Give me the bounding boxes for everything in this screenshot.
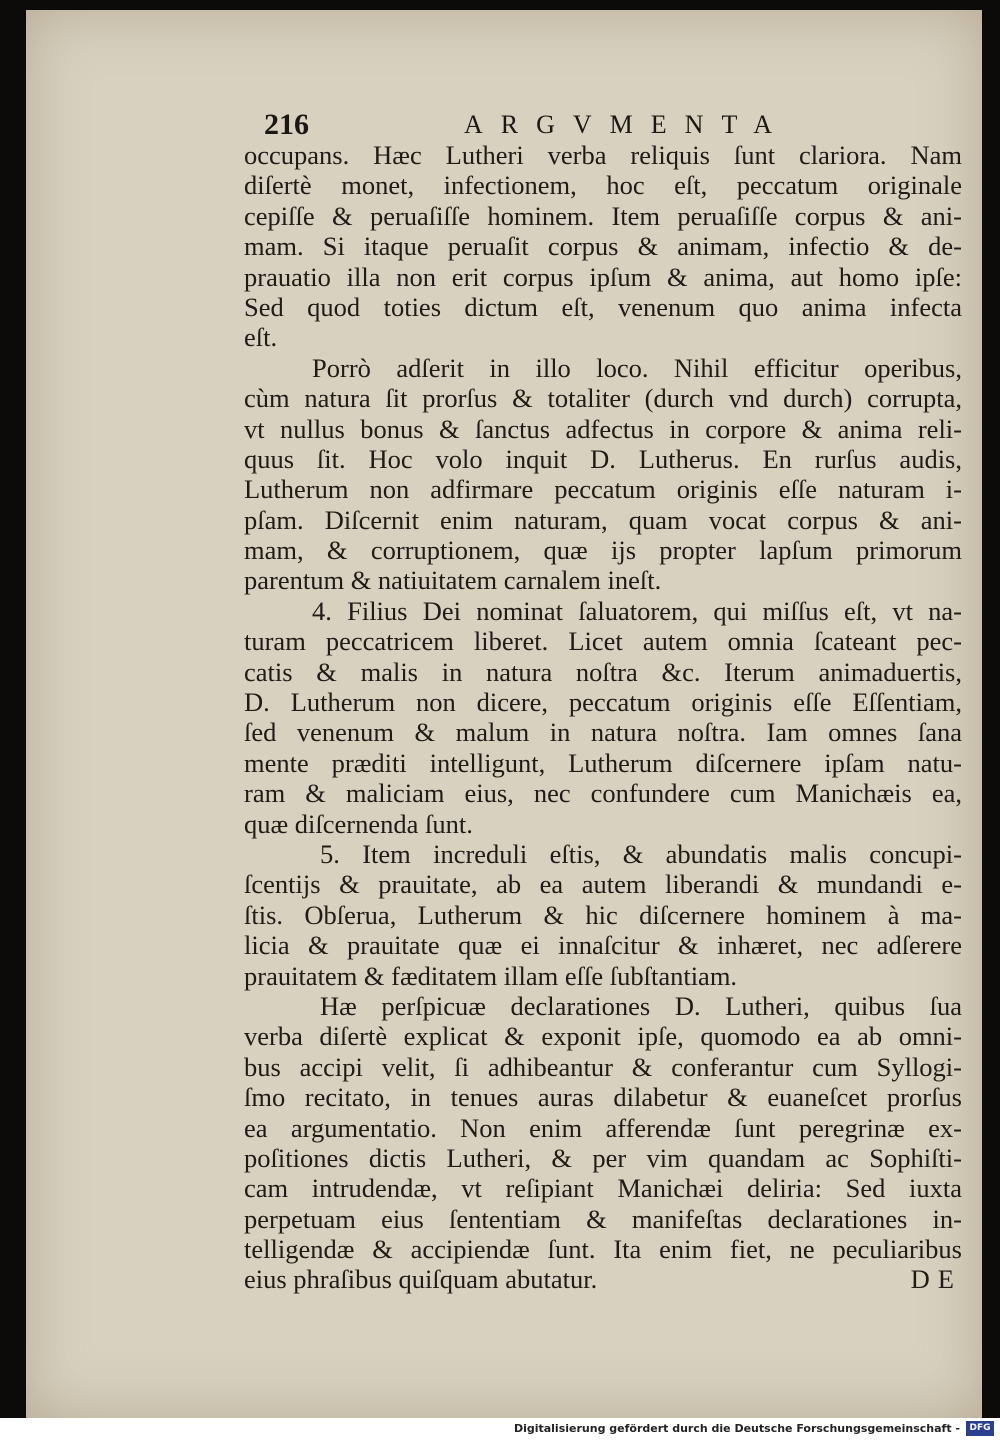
text-line: ſed venenum & malum in natura noſtra. Iam omnes ſana xyxy=(244,717,962,748)
text-line: prauitatem & fæditatem illam eſſe ſubſtantiam. xyxy=(244,960,738,991)
text-line: cam intrudendæ, vt reſipiant Manichæi deliria: Sed iuxta xyxy=(244,1173,962,1204)
text-line: bus accipi velit, ſi adhibeantur & conferantur cum Syllogi- xyxy=(244,1051,962,1082)
running-head: ARGVMENTA xyxy=(464,110,791,139)
text-line: mam. Si itaque peruaſit corpus & animam, infectio & de- xyxy=(244,231,962,262)
text-line: parentum & natiuitatem carnalem ineſt. xyxy=(244,565,662,596)
text-line: quæ diſcernenda ſunt. xyxy=(244,808,473,839)
text-line: poſitiones dictis Lutheri, & per vim quandam ac Sophiſti- xyxy=(244,1142,962,1173)
text-line: eſt. xyxy=(244,322,278,353)
text-line: mente præditi intelligunt, Lutherum diſcernere ipſam natu- xyxy=(244,747,962,778)
dfg-logo: DFG xyxy=(966,1421,994,1436)
text-line: ſmo recitato, in tenues auras dilabetur & euaneſcet prorſus xyxy=(244,1082,962,1113)
text-line: cepiſſe & peruaſiſſe hominem. Item peruaſiſſe corpus & ani- xyxy=(244,200,962,231)
funding-credit: Digitalisierung gefördert durch die Deutsche Forschungsgemeinschaft - xyxy=(513,1422,960,1435)
text-line: ea argumentatio. Non enim afferendæ ſunt peregrinæ ex- xyxy=(244,1112,962,1143)
text-line: Hæ perſpicuæ declarationes D. Lutheri, quibus ſua xyxy=(320,990,962,1021)
text-line: occupans. Hæc Lutheri verba reliquis ſunt clariora. Nam xyxy=(244,140,962,170)
text-line: prauatio illa non erit corpus ipſum & anima, aut homo ipſe: xyxy=(244,261,962,292)
text-line: ſcentijs & prauitate, ab ea autem liberandi & mundandi e- xyxy=(244,869,962,900)
text-line: vt nullus bonus & ſanctus adfectus in corpore & anima reli- xyxy=(244,413,962,444)
text-line: diſertè monet, infectionem, hoc eſt, peccatum originale xyxy=(244,170,962,201)
digitization-footer xyxy=(0,1418,1000,1440)
text-line-last xyxy=(244,1264,962,1294)
last-line-text: eius phraſibus quiſquam abutatur. xyxy=(244,1264,598,1295)
catchword: DE xyxy=(910,1264,962,1295)
text-line: verba diſertè explicat & exponit ipſe, quomodo ea ab omni- xyxy=(244,1021,962,1052)
text-line: telligendæ & accipiendæ ſunt. Ita enim fiet, ne peculiaribus xyxy=(244,1234,962,1265)
text-line: licia & prauitate quæ ei innaſcitur & inhæret, nec adſerere xyxy=(244,930,962,961)
text-line: Porrò adſerit in illo loco. Nihil efficitur operibus, xyxy=(312,352,962,383)
text-line: ſtis. Obſerua, Lutherum & hic diſcernere hominem à ma- xyxy=(244,899,962,930)
text-line: D. Lutherum non dicere, peccatum originis eſſe Eſſentiam, xyxy=(244,687,962,718)
text-line: turam peccatricem liberet. Licet autem omnia ſcateant pec- xyxy=(244,626,962,657)
text-line: pſam. Diſcernit enim naturam, quam vocat corpus & ani- xyxy=(244,504,962,535)
text-line: catis & malis in natura noſtra &c. Iterum animaduertis, xyxy=(244,656,962,687)
text-line: perpetuam eius ſententiam & manifeſtas declarationes in- xyxy=(244,1203,962,1234)
body-text xyxy=(244,140,962,1295)
text-line: mam, & corruptionem, quæ ijs propter lapſum primorum xyxy=(244,535,962,566)
text-line: ram & maliciam eius, nec confundere cum Manichæis ea, xyxy=(244,778,962,809)
page-number: 216 xyxy=(264,108,309,141)
text-line: 5. Item increduli eſtis, & abundatis malis concupi- xyxy=(320,838,962,869)
text-line: quus ſit. Hoc volo inquit D. Lutherus. En rurſus audis, xyxy=(244,443,962,474)
text-line: 4. Filius Dei nominat ſaluatorem, qui miſſus eſt, vt na- xyxy=(312,595,962,626)
text-line: Sed quod toties dictum eſt, venenum quo anima infecta xyxy=(244,291,962,322)
text-line: Lutherum non adfirmare peccatum originis eſſe naturam i- xyxy=(244,474,962,505)
text-line: cùm natura ſit prorſus & totaliter (durch vnd durch) corrupta, xyxy=(244,383,962,414)
